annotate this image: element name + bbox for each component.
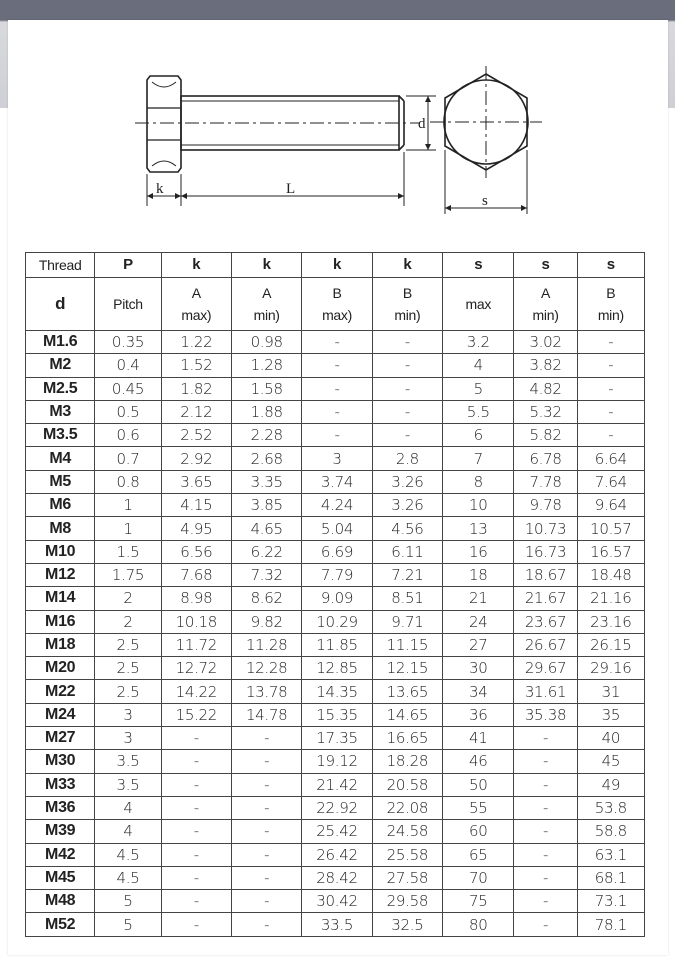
value-cell: 27.58: [372, 866, 442, 889]
value-cell: 50: [443, 773, 514, 796]
header-cell: A min): [514, 278, 577, 331]
value-cell: 1.88: [231, 400, 301, 423]
thread-cell: M3: [26, 400, 95, 423]
value-cell: 11.15: [372, 633, 442, 656]
value-cell: -: [372, 377, 442, 400]
value-cell: 12.72: [161, 657, 231, 680]
value-cell: 3.26: [372, 470, 442, 493]
value-cell: 5.5: [443, 400, 514, 423]
thread-cell: M12: [26, 563, 95, 586]
thread-cell: M45: [26, 866, 95, 889]
thread-cell: M18: [26, 633, 95, 656]
value-cell: 1.82: [161, 377, 231, 400]
value-cell: -: [161, 843, 231, 866]
header-cell: k: [231, 253, 301, 278]
value-cell: 5.32: [514, 400, 577, 423]
table-row: [26, 657, 645, 680]
table-row: [26, 750, 645, 773]
value-cell: 58.8: [577, 820, 644, 843]
thread-cell: M30: [26, 750, 95, 773]
value-cell: 33.5: [302, 913, 372, 936]
dimension-s-label: s: [482, 193, 488, 209]
table-row: [26, 703, 645, 726]
value-cell: -: [231, 727, 301, 750]
table-row: [26, 866, 645, 889]
value-cell: 1: [95, 517, 161, 540]
bolt-spec-table: [25, 252, 645, 937]
table-row: [26, 796, 645, 819]
table-row: [26, 610, 645, 633]
value-cell: -: [514, 913, 577, 936]
value-cell: 27: [443, 633, 514, 656]
value-cell: -: [231, 890, 301, 913]
table-row: [26, 354, 645, 377]
value-cell: 6.11: [372, 540, 442, 563]
value-cell: -: [231, 750, 301, 773]
thread-cell: M2: [26, 354, 95, 377]
value-cell: 73.1: [577, 890, 644, 913]
value-cell: 60: [443, 820, 514, 843]
header-row-symbols: [26, 253, 645, 278]
header-cell: s: [514, 253, 577, 278]
header-cell: Thread: [26, 253, 95, 278]
thread-cell: M22: [26, 680, 95, 703]
value-cell: -: [372, 354, 442, 377]
value-cell: -: [161, 913, 231, 936]
value-cell: 11.85: [302, 633, 372, 656]
value-cell: 6.69: [302, 540, 372, 563]
value-cell: 0.45: [95, 377, 161, 400]
value-cell: 24.58: [372, 820, 442, 843]
value-cell: 4.82: [514, 377, 577, 400]
value-cell: -: [514, 796, 577, 819]
table-row: [26, 773, 645, 796]
value-cell: 6.64: [577, 447, 644, 470]
value-cell: 30: [443, 657, 514, 680]
value-cell: 49: [577, 773, 644, 796]
value-cell: 35.38: [514, 703, 577, 726]
value-cell: 4.24: [302, 494, 372, 517]
value-cell: 18.28: [372, 750, 442, 773]
thread-cell: M6: [26, 494, 95, 517]
value-cell: 25.42: [302, 820, 372, 843]
value-cell: 9.78: [514, 494, 577, 517]
header-cell: A max): [161, 278, 231, 331]
value-cell: 3.85: [231, 494, 301, 517]
value-cell: 24: [443, 610, 514, 633]
table-row: [26, 540, 645, 563]
table-row: [26, 820, 645, 843]
value-cell: 4.5: [95, 866, 161, 889]
value-cell: 7.68: [161, 563, 231, 586]
dimension-k-label: k: [156, 181, 164, 197]
value-cell: 0.98: [231, 331, 301, 354]
value-cell: -: [302, 424, 372, 447]
value-cell: 0.35: [95, 331, 161, 354]
value-cell: 4.5: [95, 843, 161, 866]
value-cell: 1.28: [231, 354, 301, 377]
value-cell: 21.42: [302, 773, 372, 796]
value-cell: 2.8: [372, 447, 442, 470]
value-cell: 8: [443, 470, 514, 493]
value-cell: 2: [95, 587, 161, 610]
value-cell: 7: [443, 447, 514, 470]
value-cell: 17.35: [302, 727, 372, 750]
value-cell: 3.5: [95, 750, 161, 773]
value-cell: 1.22: [161, 331, 231, 354]
value-cell: 22.08: [372, 796, 442, 819]
value-cell: 21: [443, 587, 514, 610]
value-cell: 5: [95, 890, 161, 913]
value-cell: 6.78: [514, 447, 577, 470]
table-row: [26, 843, 645, 866]
value-cell: 13: [443, 517, 514, 540]
value-cell: -: [577, 354, 644, 377]
value-cell: -: [577, 377, 644, 400]
value-cell: 2: [95, 610, 161, 633]
header-cell: s: [443, 253, 514, 278]
value-cell: -: [161, 820, 231, 843]
header-cell: Pitch: [95, 278, 161, 331]
value-cell: 4: [95, 820, 161, 843]
value-cell: -: [514, 773, 577, 796]
thread-cell: M24: [26, 703, 95, 726]
value-cell: -: [161, 750, 231, 773]
value-cell: 29.58: [372, 890, 442, 913]
value-cell: 2.28: [231, 424, 301, 447]
value-cell: 2.5: [95, 657, 161, 680]
table-row: [26, 680, 645, 703]
value-cell: 12.85: [302, 657, 372, 680]
value-cell: 32.5: [372, 913, 442, 936]
value-cell: 40: [577, 727, 644, 750]
value-cell: 8.62: [231, 587, 301, 610]
value-cell: 13.65: [372, 680, 442, 703]
value-cell: 53.8: [577, 796, 644, 819]
value-cell: 22.92: [302, 796, 372, 819]
value-cell: -: [231, 796, 301, 819]
value-cell: 25.58: [372, 843, 442, 866]
thread-cell: M20: [26, 657, 95, 680]
value-cell: 8.51: [372, 587, 442, 610]
thread-cell: M4: [26, 447, 95, 470]
value-cell: 7.79: [302, 563, 372, 586]
value-cell: 23.16: [577, 610, 644, 633]
value-cell: 3.74: [302, 470, 372, 493]
value-cell: 35: [577, 703, 644, 726]
value-cell: 75: [443, 890, 514, 913]
value-cell: -: [577, 331, 644, 354]
value-cell: 12.15: [372, 657, 442, 680]
value-cell: 3.35: [231, 470, 301, 493]
thread-cell: M2.5: [26, 377, 95, 400]
value-cell: 7.21: [372, 563, 442, 586]
value-cell: 78.1: [577, 913, 644, 936]
value-cell: 2.92: [161, 447, 231, 470]
value-cell: 16: [443, 540, 514, 563]
thread-cell: M52: [26, 913, 95, 936]
value-cell: 41: [443, 727, 514, 750]
value-cell: 1: [95, 494, 161, 517]
value-cell: 4.56: [372, 517, 442, 540]
value-cell: 70: [443, 866, 514, 889]
value-cell: 45: [577, 750, 644, 773]
table-row: [26, 517, 645, 540]
value-cell: 65: [443, 843, 514, 866]
table-row: [26, 400, 645, 423]
value-cell: 23.67: [514, 610, 577, 633]
header-cell: d: [26, 278, 95, 331]
value-cell: 0.7: [95, 447, 161, 470]
value-cell: 21.16: [577, 587, 644, 610]
value-cell: 1.52: [161, 354, 231, 377]
value-cell: 6.22: [231, 540, 301, 563]
value-cell: 26.42: [302, 843, 372, 866]
value-cell: 2.12: [161, 400, 231, 423]
value-cell: -: [372, 424, 442, 447]
value-cell: 46: [443, 750, 514, 773]
value-cell: -: [161, 727, 231, 750]
value-cell: 3.82: [514, 354, 577, 377]
thread-cell: M48: [26, 890, 95, 913]
value-cell: -: [302, 400, 372, 423]
value-cell: -: [372, 400, 442, 423]
value-cell: -: [514, 866, 577, 889]
value-cell: 3: [95, 703, 161, 726]
value-cell: 3.26: [372, 494, 442, 517]
value-cell: 6: [443, 424, 514, 447]
value-cell: 14.35: [302, 680, 372, 703]
value-cell: 13.78: [231, 680, 301, 703]
value-cell: 7.32: [231, 563, 301, 586]
thread-cell: M36: [26, 796, 95, 819]
table-row: [26, 470, 645, 493]
value-cell: 18.67: [514, 563, 577, 586]
value-cell: 9.09: [302, 587, 372, 610]
table-row: [26, 890, 645, 913]
value-cell: 15.35: [302, 703, 372, 726]
value-cell: 10.57: [577, 517, 644, 540]
value-cell: 80: [443, 913, 514, 936]
hex-bolt-diagram: [0, 0, 675, 240]
table-row: [26, 424, 645, 447]
value-cell: 0.8: [95, 470, 161, 493]
dimension-d-label: d: [418, 116, 426, 132]
value-cell: 28.42: [302, 866, 372, 889]
value-cell: 3.65: [161, 470, 231, 493]
value-cell: 4.65: [231, 517, 301, 540]
value-cell: 29.67: [514, 657, 577, 680]
value-cell: 4: [95, 796, 161, 819]
value-cell: 10: [443, 494, 514, 517]
value-cell: 0.5: [95, 400, 161, 423]
value-cell: 2.52: [161, 424, 231, 447]
table-row: [26, 727, 645, 750]
value-cell: 15.22: [161, 703, 231, 726]
thread-cell: M10: [26, 540, 95, 563]
thread-cell: M39: [26, 820, 95, 843]
value-cell: 3.02: [514, 331, 577, 354]
value-cell: -: [302, 331, 372, 354]
value-cell: -: [161, 773, 231, 796]
value-cell: 3: [95, 727, 161, 750]
value-cell: 2.68: [231, 447, 301, 470]
header-cell: max: [443, 278, 514, 331]
value-cell: 20.58: [372, 773, 442, 796]
table-row: [26, 331, 645, 354]
value-cell: 3.5: [95, 773, 161, 796]
thread-cell: M16: [26, 610, 95, 633]
thread-cell: M8: [26, 517, 95, 540]
table-row: [26, 377, 645, 400]
header-cell: B min): [577, 278, 644, 331]
value-cell: 34: [443, 680, 514, 703]
value-cell: 12.28: [231, 657, 301, 680]
value-cell: 19.12: [302, 750, 372, 773]
thread-cell: M33: [26, 773, 95, 796]
value-cell: 5.82: [514, 424, 577, 447]
value-cell: 7.78: [514, 470, 577, 493]
value-cell: -: [514, 890, 577, 913]
dimension-L-label: L: [286, 181, 296, 197]
thread-cell: M14: [26, 587, 95, 610]
value-cell: 0.4: [95, 354, 161, 377]
value-cell: 14.22: [161, 680, 231, 703]
value-cell: 16.57: [577, 540, 644, 563]
value-cell: 31.61: [514, 680, 577, 703]
header-cell: P: [95, 253, 161, 278]
value-cell: 1.58: [231, 377, 301, 400]
value-cell: -: [514, 727, 577, 750]
header-cell: B max): [302, 278, 372, 331]
value-cell: 63.1: [577, 843, 644, 866]
value-cell: 5.04: [302, 517, 372, 540]
thread-cell: M27: [26, 727, 95, 750]
value-cell: -: [231, 866, 301, 889]
value-cell: 4: [443, 354, 514, 377]
header-cell: s: [577, 253, 644, 278]
value-cell: -: [514, 843, 577, 866]
value-cell: -: [161, 866, 231, 889]
table-row: [26, 633, 645, 656]
table-row: [26, 447, 645, 470]
thread-cell: M42: [26, 843, 95, 866]
value-cell: 5: [95, 913, 161, 936]
value-cell: 3: [302, 447, 372, 470]
value-cell: 11.28: [231, 633, 301, 656]
value-cell: 9.64: [577, 494, 644, 517]
value-cell: 18.48: [577, 563, 644, 586]
value-cell: -: [302, 377, 372, 400]
value-cell: 2.5: [95, 680, 161, 703]
value-cell: -: [577, 424, 644, 447]
value-cell: -: [161, 796, 231, 819]
value-cell: 36: [443, 703, 514, 726]
value-cell: 68.1: [577, 866, 644, 889]
value-cell: -: [231, 843, 301, 866]
table-row: [26, 494, 645, 517]
value-cell: -: [302, 354, 372, 377]
value-cell: 10.18: [161, 610, 231, 633]
header-cell: A min): [231, 278, 301, 331]
value-cell: 26.67: [514, 633, 577, 656]
header-cell: B min): [372, 278, 442, 331]
value-cell: -: [161, 890, 231, 913]
value-cell: 26.15: [577, 633, 644, 656]
value-cell: 11.72: [161, 633, 231, 656]
value-cell: 14.65: [372, 703, 442, 726]
thread-cell: M3.5: [26, 424, 95, 447]
value-cell: -: [231, 820, 301, 843]
value-cell: 8.98: [161, 587, 231, 610]
table-row: [26, 563, 645, 586]
bolt-head-side: [147, 76, 181, 172]
value-cell: 30.42: [302, 890, 372, 913]
table-row: [26, 587, 645, 610]
value-cell: 14.78: [231, 703, 301, 726]
value-cell: 10.73: [514, 517, 577, 540]
thread-cell: M1.6: [26, 331, 95, 354]
value-cell: -: [231, 773, 301, 796]
value-cell: 1.75: [95, 563, 161, 586]
value-cell: 21.67: [514, 587, 577, 610]
value-cell: 4.95: [161, 517, 231, 540]
value-cell: 0.6: [95, 424, 161, 447]
value-cell: 16.73: [514, 540, 577, 563]
value-cell: 18: [443, 563, 514, 586]
header-cell: k: [302, 253, 372, 278]
thread-cell: M5: [26, 470, 95, 493]
value-cell: 9.71: [372, 610, 442, 633]
value-cell: 1.5: [95, 540, 161, 563]
value-cell: -: [231, 913, 301, 936]
value-cell: 55: [443, 796, 514, 819]
value-cell: 5: [443, 377, 514, 400]
value-cell: 31: [577, 680, 644, 703]
value-cell: 3.2: [443, 331, 514, 354]
value-cell: 29.16: [577, 657, 644, 680]
value-cell: 6.56: [161, 540, 231, 563]
value-cell: -: [372, 331, 442, 354]
header-row-descriptions: [26, 278, 645, 331]
table-row: [26, 913, 645, 936]
value-cell: -: [577, 400, 644, 423]
value-cell: -: [514, 750, 577, 773]
header-cell: k: [372, 253, 442, 278]
value-cell: 16.65: [372, 727, 442, 750]
value-cell: 9.82: [231, 610, 301, 633]
header-cell: k: [161, 253, 231, 278]
value-cell: 4.15: [161, 494, 231, 517]
value-cell: -: [514, 820, 577, 843]
value-cell: 2.5: [95, 633, 161, 656]
value-cell: 10.29: [302, 610, 372, 633]
value-cell: 7.64: [577, 470, 644, 493]
